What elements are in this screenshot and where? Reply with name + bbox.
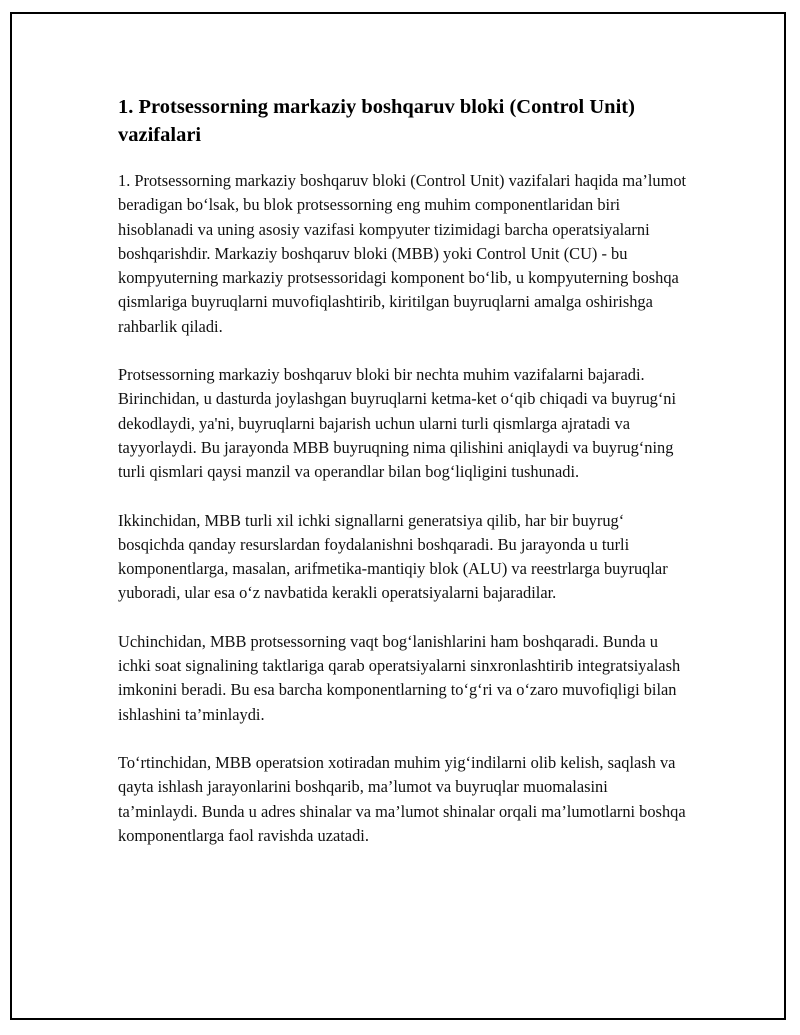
document-body: [118, 93, 688, 872]
paragraph-second-function: Ikkinchidan, MBB turli xil ichki signallarni generatsiya qilib, har bir buyrug‘ bosqichda qanday resurslardan foydalanishni boshqaradi. Bu jarayonda u turli komponentlarga, masalan, arifmetika-mantiqiy blok (ALU) va reestrlarga buyruqlar yuboradi, ular esa o‘z navbatida kerakli operatsiyalarni bajaradilar.: [118, 510, 668, 603]
paragraph-first-function: Protsessorning markaziy boshqaruv bloki bir nechta muhim vazifalarni bajaradi. Birinchidan, u dasturda joylashgan buyruqlarni ketma-ket o‘qib chiqadi va buyrug‘ni dekodlaydi, ya'ni, buyruqlarni bajarish uchun ularni turli qismlarga ajratadi va tayyorlaydi. Bu jarayonda MBB buyruqning nima qilishini aniqlaydi va buyrug‘ning turli qismlari qaysi manzil va operandlar bilan bog‘liqligini tushunadi.: [118, 365, 677, 482]
paragraph-third-function: Uchinchidan, MBB protsessorning vaqt bog‘lanishlarini ham boshqaradi. Bunda u ichki soat signalining taktlariga qarab operatsiyalarni sinxronlashtirib integratsiyalash imkonini beradi. Bu esa barcha komponentlarning to‘g‘ri va o‘zaro muvofiqligi bilan ishlashini ta’minlaydi.: [118, 631, 681, 724]
document-heading: 1. Protsessorning markaziy boshqaruv bloki (Control Unit) vazifalari: [118, 96, 635, 146]
paragraph-intro: 1. Protsessorning markaziy boshqaruv bloki (Control Unit) vazifalari haqida ma’lumot beradigan bo‘lsak, bu blok protsessorning eng muhim componentlaridan biri hisoblanadi va uning asosiy vazifasi kompyuter tizimidagi barcha operatsiyalarni boshqarishdir. Markaziy boshqaruv bloki (MBB) yoki Control Unit (CU) - bu kompyuterning markaziy protsessoridagi komponent bo‘lib, u kompyuterning boshqa qismlariga buyruqlarni muvofiqlashtirib, kiritilgan buyruqlarni amalga oshirishga rahbarlik qiladi.: [118, 171, 687, 336]
paragraph-fourth-function: To‘rtinchidan, MBB operatsion xotiradan muhim yig‘indilarni olib kelish, saqlash va qayta ishlash jarayonlarini boshqarib, ma’lumot va buyruqlar muomalasini ta’minlaydi. Bunda u adres shinalar va ma’lumot shinalar orqali ma’lumotlarni boshqa komponentlarga faol ravishda uzatadi.: [118, 752, 686, 845]
